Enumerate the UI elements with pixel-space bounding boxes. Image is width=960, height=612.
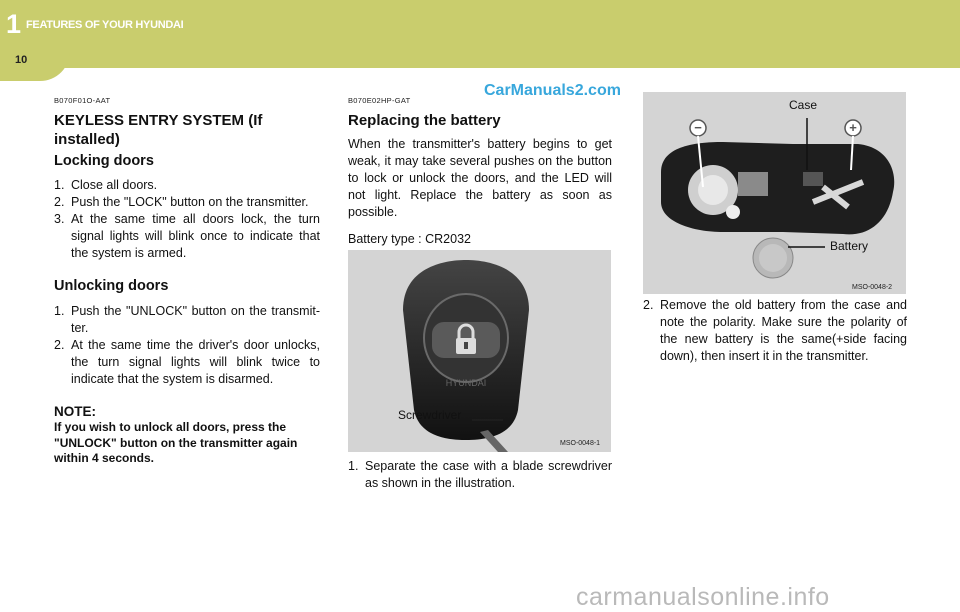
unlocking-steps bbox=[54, 303, 320, 388]
list-item: 1. Close all doors. bbox=[54, 178, 158, 192]
section-code: B070F01O-AAT bbox=[54, 96, 111, 105]
left-column bbox=[54, 92, 320, 467]
list-item: 1. Push the "UNLOCK" button on the transmit-ter. bbox=[54, 304, 320, 335]
minus-icon: − bbox=[694, 120, 702, 135]
figure-open-case bbox=[643, 92, 906, 294]
chapter-number: 1 bbox=[6, 9, 22, 39]
chapter-header-band bbox=[0, 0, 960, 68]
footer-watermark: carmanualsonline.info bbox=[576, 583, 830, 611]
figure-id: MSO-0048-1 bbox=[560, 440, 601, 447]
list-item: 2. Push the "LOCK" button on the transmitter. bbox=[54, 195, 309, 209]
key-fob-illustration bbox=[348, 250, 611, 452]
chapter-title: FEATURES OF YOUR HYUNDAI bbox=[26, 19, 184, 31]
section-title: Replacing the battery bbox=[348, 112, 501, 129]
note-body: If you wish to unlock all doors, press the "UNLOCK" button on the transmitter again within 4 seconds. bbox=[54, 420, 298, 465]
page-number: 10 bbox=[15, 54, 28, 66]
screwdriver-label: Screwdriver bbox=[398, 408, 462, 422]
locking-heading: Locking doors bbox=[54, 153, 154, 169]
figure-id: MSO-0048-2 bbox=[852, 284, 893, 291]
list-item: 2. Remove the old battery from the case and note the polarity. Make sure the polarity of the new battery is the same(+side facing down), then insert it in the transmitter. bbox=[643, 298, 907, 363]
intro-paragraph: When the transmitter's battery begins to get weak, it may take several pushes on the button to lock or unlock the doors, and the LED will not light. Replace the battery as soon as possible. bbox=[348, 137, 612, 219]
list-item: 2. At the same time the driver's door unlocks, the turn signal lights will blink twice to indicate that the system is disarmed. bbox=[54, 338, 320, 386]
section-title: KEYLESS ENTRY SYSTEM (If installed) bbox=[54, 112, 263, 148]
battery-label: Battery bbox=[830, 239, 869, 253]
case-label: Case bbox=[789, 98, 818, 112]
page-tab bbox=[0, 40, 70, 81]
figure-key-fob bbox=[348, 250, 611, 452]
battery-type: Battery type : CR2032 bbox=[348, 232, 471, 246]
fob-brand-logo: HYUNDAI bbox=[445, 378, 487, 388]
note-title: NOTE: bbox=[54, 404, 96, 419]
section-code: B070E02HP-GAT bbox=[348, 96, 411, 105]
list-item: 3. At the same time all doors lock, the turn signal lights will blink once to indicate that the system is armed. bbox=[54, 212, 320, 260]
unlocking-heading: Unlocking doors bbox=[54, 278, 169, 294]
plus-icon: + bbox=[849, 120, 857, 135]
locking-steps bbox=[54, 177, 320, 262]
list-item: 1. Separate the case with a blade screwdriver as shown in the illustration. bbox=[348, 459, 612, 490]
middle-step bbox=[348, 458, 612, 492]
right-step bbox=[643, 297, 907, 365]
site-watermark[interactable]: CarManuals2.com bbox=[484, 82, 621, 99]
open-case-illustration bbox=[643, 92, 906, 294]
